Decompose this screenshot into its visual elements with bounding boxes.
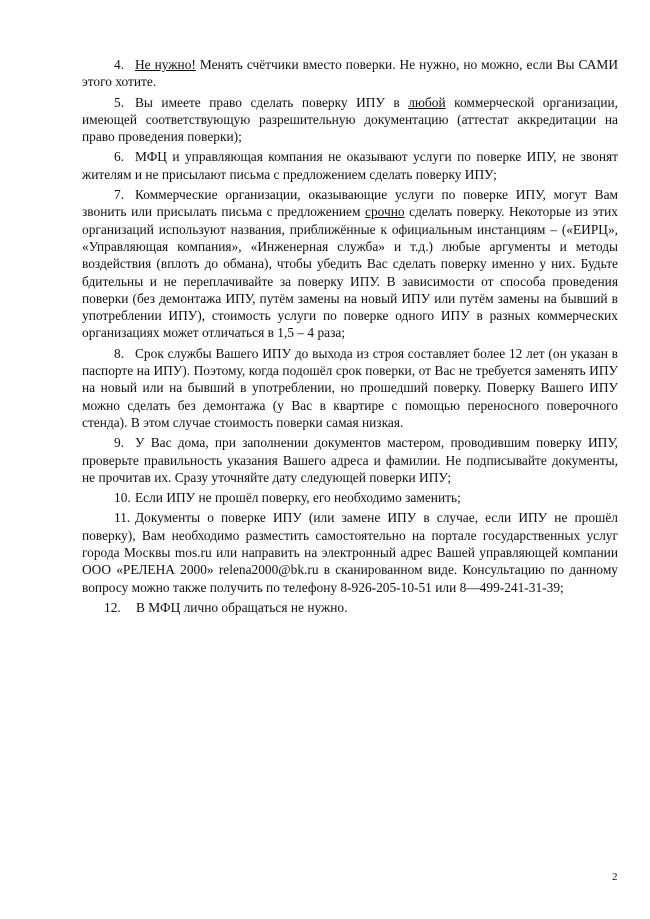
item-text: МФЦ и управляющая компания не оказывают услуги по поверке ИПУ, не звонят жителям и не присылают письма с предложением сделать поверку ИПУ; <box>82 149 618 182</box>
item-text: Срок службы Вашего ИПУ до выхода из строя составляет более 12 лет (он указан в паспорте на ИПУ). Поэтому, когда подошёл срок поверки, от Вас не требуется заменять ИПУ на новый или на бывший в употреблении, но прошедший поверку. Поверку Вашего ИПУ можно сделать без демонтажа (у Вас в квартире с помощью переносного поверочного стенда). В этом случае стоимость поверки самая низкая. <box>82 345 618 430</box>
list-item-9 <box>82 434 618 486</box>
item-number: 5. <box>114 94 125 110</box>
item-number: 4. <box>114 57 125 72</box>
item-text: Документы о поверке ИПУ (или замене ИПУ в случае, если ИПУ не прошёл поверку), Вам необходимо разместить самостоятельно на портале государственных услуг города Москвы mos.ru или направить на электронный адрес Вашей управляющей компании ООО «РЕЛЕНА 2000» relena2000@bk.ru в сканированном виде. Консультацию по данному вопросу можно также получить по телефону 8-926-205-10-51 или 8—499-241-31-39; <box>82 510 618 595</box>
item-number: 9. <box>114 435 125 451</box>
item-number: 12. <box>104 599 121 615</box>
underlined-text: Не нужно! <box>135 57 196 72</box>
item-number: 10. <box>114 490 131 506</box>
item-text: сделать поверку. Некоторые из этих организаций используют названия, приближённые к официальным инстанциям – («ЕИРЦ», «Управляющая компания», «Инженерная служба» и т.д.) любые аргументы и методы воздействия (вплоть до обмана), чтобы убедить Вас сделать поверку именно у них. Будьте бдительны и не переплачивайте за поверку ИПУ. В зависимости от способа проведения поверки (без демонтажа ИПУ, путём замены на новый ИПУ или путём замены на бывший в употреблении ИПУ), стоимость услуги по поверке одного ИПУ в разных коммерческих организациях может отличаться в 1,5 – 4 раза; <box>82 204 618 341</box>
page-number: 2 <box>612 871 618 883</box>
list-item-6 <box>82 148 618 183</box>
item-number: 11. <box>114 510 131 526</box>
item-text: Коммерческие организации, оказывающие услуги по поверке ИПУ, могут Вам звонить или присылать письма с предложением <box>82 187 618 220</box>
underlined-text: срочно <box>365 204 405 220</box>
list-item-4 <box>82 56 618 91</box>
document-body <box>82 56 618 619</box>
item-text: коммерческой организации, имеющей соответствующую разрешительную документацию (аттестат аккредитации на право проведения поверки); <box>82 94 618 145</box>
list-item-11 <box>82 509 618 595</box>
underlined-text: любой <box>408 94 446 110</box>
list-item-12 <box>82 599 618 616</box>
list-item-8 <box>82 345 618 431</box>
item-text: В МФЦ лично обращаться не нужно. <box>136 599 348 615</box>
item-text: У Вас дома, при заполнении документов мастером, проводившим поверку ИПУ, проверьте правильность указания Вашего адреса и фамилии. Не подписывайте документы, не прочитав их. Сразу уточняйте дату следующей поверки ИПУ; <box>82 435 618 485</box>
item-text: Вы имеете право сделать поверку ИПУ в <box>135 94 409 110</box>
item-number: 6. <box>114 149 125 165</box>
item-number: 7. <box>114 187 125 203</box>
list-item-7 <box>82 186 618 342</box>
list-item-5 <box>82 94 618 146</box>
item-text: Если ИПУ не прошёл поверку, его необходимо заменить; <box>135 490 461 506</box>
list-item-10 <box>82 489 618 506</box>
item-number: 8. <box>114 345 125 361</box>
item-text: Менять счётчики вместо поверки. Не нужно, но можно, если Вы САМИ этого хотите. <box>82 57 618 90</box>
